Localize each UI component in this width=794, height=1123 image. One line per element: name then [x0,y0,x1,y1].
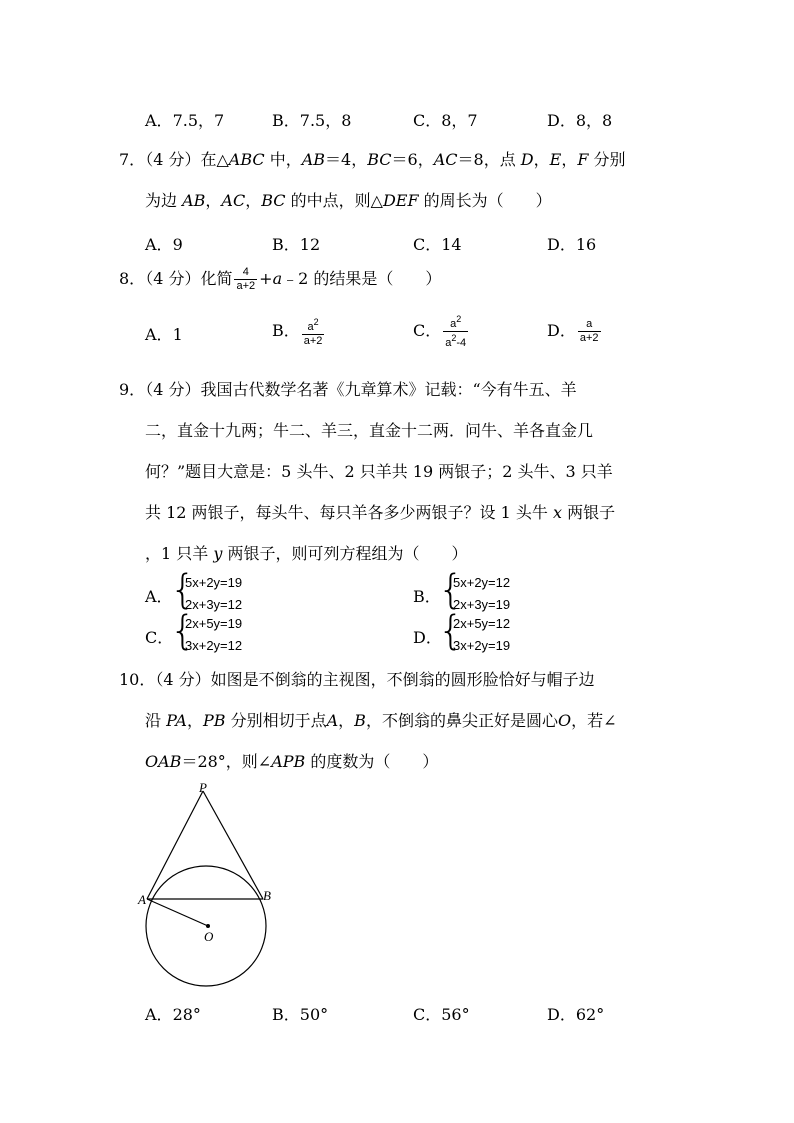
math-var: APB [271,752,306,771]
text: 的度数为（ ） [305,752,439,771]
tangent-line-pb [203,791,263,899]
text: 两银子，则可列方程组为（ ） [222,544,468,563]
option-label: D． [547,321,576,340]
question-number: 10． [119,670,156,689]
option-text: 1 [172,325,183,344]
q6-option-b [272,108,351,131]
q7-line-2 [145,191,552,211]
math-var: PB [202,711,226,730]
q10-option-d [547,1002,604,1025]
equation: 5x+2y=19 [185,575,243,590]
math-var: PA [166,711,187,730]
exponent: 2 [456,314,462,324]
math-var: AC [221,191,246,210]
q9-option-a-label: A． [145,587,173,606]
option-label: D． [547,235,576,254]
q9-line-5 [145,544,468,564]
text: ﹣2 的结果是（ ） [282,269,442,288]
math-var: F [577,150,589,169]
text: ， [561,150,578,169]
math-var: AB [182,191,206,210]
tumbler-diagram [130,778,290,993]
text: 化简 [200,269,233,288]
brace: { [438,567,464,613]
question-score: （4 分） [145,269,201,288]
text: a [307,320,314,333]
option-label: C． [413,235,442,254]
equation: 5x+2y=12 [453,575,511,590]
math-var: AC [433,150,458,169]
option-label: D． [547,111,576,130]
fraction [443,313,468,350]
radius-oa [147,899,208,926]
text: 共 12 两银子，每头牛、每只羊各多少两银子？设 1 头牛 [145,503,553,522]
text: 沿 [145,711,167,730]
option-label: A． [145,235,173,254]
text: ， [533,150,550,169]
text: 的中点，则△ [285,191,383,210]
center-point [206,924,210,928]
text: 两银子 [562,503,616,522]
text: ＝28°，则∠ [181,752,272,771]
equation: 2x+5y=12 [453,616,511,631]
q7-option-b [272,232,320,255]
text: a [445,337,452,349]
option-label: A． [145,111,173,130]
option-label: A． [145,325,173,344]
point-label-b: B [263,888,271,903]
option-text: 28° [172,1005,201,1024]
q6-option-a [145,108,224,131]
q9-option-c-system [185,613,242,657]
text: 我国古代数学名著《九章算术》记载：“今有牛五、羊 [200,380,577,399]
fraction [234,266,257,293]
q10-option-b [272,1002,328,1025]
option-label: B． [272,111,300,130]
question-number: 9． [119,380,146,399]
q9-option-c-label: C． [145,628,174,647]
equation: 2x+3y=19 [453,597,511,612]
text: ＝8，点 [457,150,521,169]
fraction-denominator: a+2 [236,280,256,292]
option-label: A． [145,1005,173,1024]
q9-line-2: 二，直金十九两；牛二、羊三，直金十二两．问牛、羊各直金几 [145,421,594,440]
q9-line-4 [145,503,615,523]
point-label-p: P [199,780,207,795]
text: ， [245,191,262,210]
math-var: BC [367,150,392,169]
option-label: D． [547,1005,576,1024]
q10-line-3 [145,752,438,772]
q9-line-1 [119,380,577,400]
brace: { [438,608,464,654]
q9-option-d-label: D． [413,628,442,647]
option-text: 50° [299,1005,329,1024]
option-text: 14 [441,235,462,254]
text: ＝6， [391,150,434,169]
fraction-denominator [443,331,468,350]
q9-option-d-system [453,613,510,657]
exponent: 2 [313,316,319,327]
exponent: 2 [451,333,457,343]
q7-option-d [547,232,596,255]
equation: 2x+3y=12 [185,597,243,612]
q7-line-1 [119,150,626,170]
option-text: 12 [299,235,321,254]
q8-option-b [272,313,326,349]
text: a [450,318,457,330]
fraction-denominator: a+2 [579,332,599,344]
text: + [259,269,273,288]
text: ， [186,711,203,730]
fraction-numerator [306,316,321,334]
math-var: DEF [382,191,419,210]
option-text: 8，8 [575,111,613,130]
equation: 2x+5y=19 [185,616,243,631]
point-label-o: O [204,929,214,944]
option-text: 8，7 [441,111,478,130]
equation: 3x+2y=12 [185,638,243,653]
fraction-numerator: a [586,318,593,330]
point-label-a: A [138,892,146,907]
math-var: E [549,150,562,169]
option-text: 16 [575,235,597,254]
text: -4 [456,337,467,349]
option-text: 9 [172,235,183,254]
math-var: x [552,503,563,522]
fraction [578,318,601,345]
brace: { [170,608,196,654]
option-text: 7.5，8 [299,111,352,130]
q6-option-d [547,108,612,131]
text: 如图是不倒翁的主视图，不倒翁的圆形脸恰好与帽子边 [210,670,595,689]
option-text: 7.5，7 [172,111,225,130]
tangent-line-pa [147,791,203,899]
text: ，若∠ [571,711,617,730]
q8-option-d [547,313,603,349]
q7-option-a [145,232,183,255]
q7-option-c [413,232,462,255]
math-var: D [520,150,534,169]
brace: { [170,567,196,613]
text: ，不倒翁的鼻尖正好是圆心 [365,711,558,730]
q8-stem [119,264,441,294]
text: 的周长为（ ） [418,191,552,210]
q10-option-a [145,1002,201,1025]
text: 在△ [200,150,229,169]
q10-line-1 [119,670,595,690]
text: ，1 只羊 [145,544,214,563]
math-var: A [326,711,339,730]
q9-option-b-label: B． [413,587,441,606]
q9-line-3: 何？”题目大意是：5 头牛、2 只羊共 19 两银子；2 头牛、3 只羊 [145,462,613,481]
question-score: （4 分） [155,670,211,689]
text: 分别相切于点 [225,711,327,730]
fraction-denominator: a+2 [303,334,323,347]
q10-option-c [413,1002,470,1025]
question-score: （4 分） [145,150,201,169]
math-var: y [213,544,223,563]
text: ， [338,711,355,730]
text: 中， [264,150,302,169]
q10-line-2 [145,711,617,731]
equation: 3x+2y=19 [453,638,511,653]
text: ＝4， [325,150,368,169]
question-number: 8． [119,269,146,288]
option-label: C． [413,1005,442,1024]
math-var: B [354,711,366,730]
text: ， [205,191,222,210]
q8-option-a [145,322,183,345]
math-var: O [557,711,572,730]
question-score: （4 分） [145,380,201,399]
text: 为边 [145,191,183,210]
math-var: AB [301,150,326,169]
math-var: OAB [145,752,182,771]
text: 分别 [588,150,626,169]
option-text: 56° [441,1005,470,1024]
option-label: C． [413,111,442,130]
math-var: BC [261,191,286,210]
fraction-numerator [448,313,463,331]
math-var: ABC [228,150,265,169]
option-label: C． [413,321,442,340]
option-label: B． [272,321,300,340]
fraction-numerator: 4 [242,266,249,278]
option-text: 62° [575,1005,605,1024]
option-label: B． [272,235,300,254]
fraction [302,316,325,348]
question-number: 7． [119,150,146,169]
q8-option-c [413,313,470,350]
q6-option-c [413,108,478,131]
option-label: B． [272,1005,300,1024]
math-var: a [272,269,283,288]
